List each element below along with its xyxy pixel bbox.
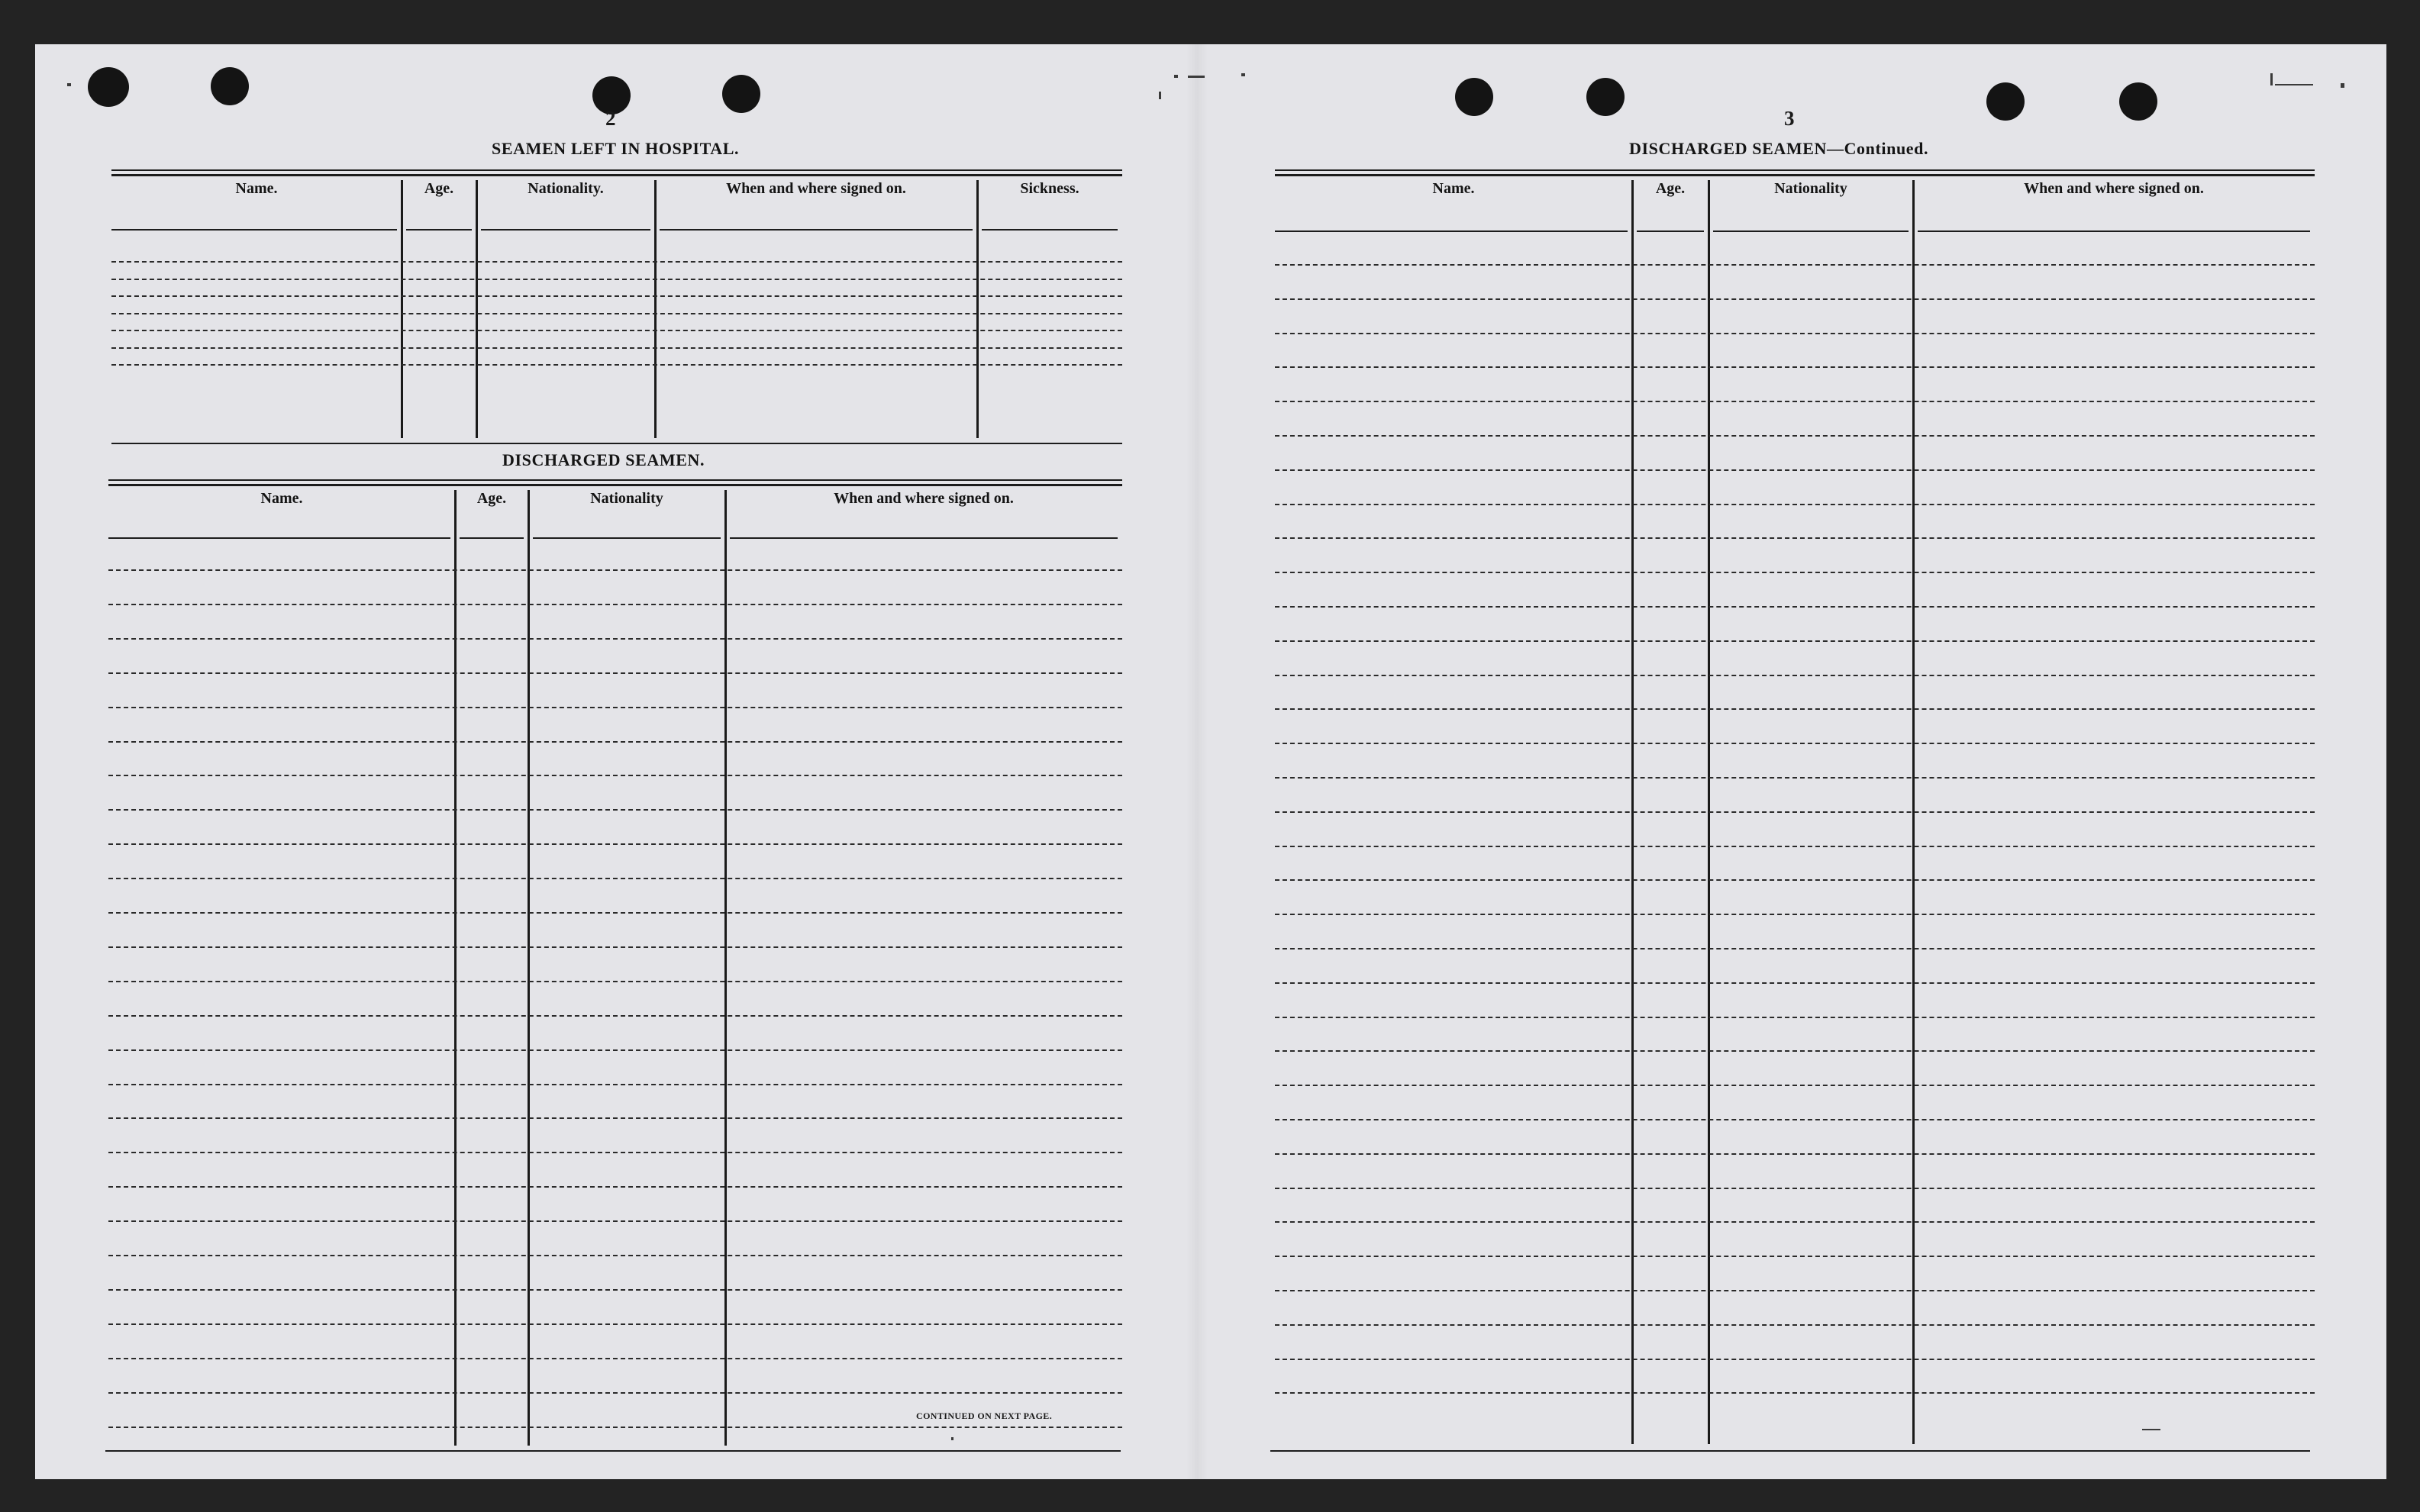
ruled-entry-line <box>108 1186 1122 1188</box>
ruled-entry-line <box>1275 1359 2315 1360</box>
ruled-entry-line <box>1275 1119 2315 1120</box>
ruled-entry-line <box>108 1358 1122 1359</box>
ruled-entry-line <box>1275 675 2315 676</box>
left-page <box>35 44 1188 1479</box>
column-header-rule <box>406 229 472 231</box>
column-header-rule <box>533 537 721 539</box>
ruled-entry-line <box>111 295 1122 297</box>
ruled-entry-line <box>1275 504 2315 505</box>
bottom-rule <box>1270 1450 2310 1452</box>
column-age <box>455 490 528 1446</box>
ruled-entry-line <box>108 775 1122 776</box>
ruled-entry-line <box>108 1255 1122 1256</box>
ruled-entry-line <box>1275 1290 2315 1291</box>
column-header-rule <box>982 229 1118 231</box>
ruled-entry-line <box>108 1323 1122 1325</box>
column-header: Nationality <box>1774 180 1847 197</box>
column-header-rule <box>481 229 650 231</box>
ruled-entry-line <box>108 1289 1122 1291</box>
double-rule <box>1275 169 2315 176</box>
column-divider <box>454 490 457 1446</box>
ruled-entry-line <box>108 638 1122 640</box>
ruled-entry-line <box>1275 1324 2315 1326</box>
ruled-entry-line <box>111 279 1122 280</box>
column-header: When and where signed on. <box>726 180 906 197</box>
bottom-rule <box>111 443 1122 444</box>
column-header: Sickness. <box>1020 180 1079 197</box>
ruled-entry-line <box>1275 1392 2315 1394</box>
ruled-entry-line <box>108 1392 1122 1394</box>
column-name <box>108 490 455 1446</box>
ruled-entry-line <box>1275 1050 2315 1052</box>
ruled-entry-line <box>1275 264 2315 266</box>
page-number: 2 <box>605 107 616 130</box>
ruled-entry-line <box>1275 333 2315 334</box>
column-header: When and where signed on. <box>834 490 1014 507</box>
ruled-entry-line <box>108 1049 1122 1051</box>
ruled-entry-line <box>1275 948 2315 949</box>
column-header-rule <box>108 537 450 539</box>
column-signed-on <box>725 490 1122 1446</box>
column-header: When and where signed on. <box>2024 180 2204 197</box>
ruled-entry-line <box>1275 1221 2315 1223</box>
ruled-entry-line <box>1275 298 2315 300</box>
ruled-entry-line <box>108 741 1122 743</box>
column-header-rule <box>460 537 524 539</box>
ruled-entry-line <box>1275 469 2315 471</box>
column-divider <box>476 180 478 438</box>
ruled-entry-line <box>108 1427 1122 1428</box>
ruled-entry-line <box>1275 1188 2315 1189</box>
ruled-entry-line <box>111 364 1122 366</box>
section-title-suffix: Continued. <box>1844 139 1929 158</box>
ruled-entry-line <box>108 809 1122 811</box>
ruled-entry-line <box>1275 435 2315 437</box>
continued-note: CONTINUED ON NEXT PAGE. <box>916 1410 1053 1421</box>
ruled-entry-line <box>108 1220 1122 1222</box>
column-header-rule <box>111 229 397 231</box>
ruled-entry-line <box>1275 1153 2315 1155</box>
ruled-entry-line <box>1275 1256 2315 1257</box>
column-divider <box>528 490 530 1446</box>
column-header: Age. <box>476 490 507 507</box>
ruled-entry-line <box>1275 606 2315 608</box>
ruled-entry-line <box>108 1084 1122 1085</box>
form-sheet <box>35 44 2386 1479</box>
ruled-entry-line <box>1275 743 2315 744</box>
ruled-entry-line <box>108 1152 1122 1153</box>
column-header-rule <box>660 229 973 231</box>
ruled-entry-line <box>108 569 1122 571</box>
ruled-entry-line <box>1275 982 2315 984</box>
section-title-main: DISCHARGED SEAMEN— <box>1629 139 1844 158</box>
column-nationality <box>476 180 655 438</box>
section-title-discharged-continued <box>1629 139 1928 159</box>
ruled-entry-line <box>1275 366 2315 368</box>
column-header-rule <box>1637 231 1704 232</box>
ruled-entry-line <box>1275 811 2315 813</box>
hospital-table <box>111 180 1122 438</box>
ruled-entry-line <box>108 707 1122 708</box>
ruled-entry-line <box>1275 537 2315 539</box>
page-number: 3 <box>1784 107 1795 130</box>
ruled-entry-line <box>1275 914 2315 915</box>
column-divider <box>976 180 979 438</box>
ruled-entry-line <box>1275 1017 2315 1018</box>
ruled-entry-line <box>1275 401 2315 402</box>
ruled-entry-line <box>111 347 1122 349</box>
column-header: Age. <box>1655 180 1686 197</box>
column-header: Nationality. <box>528 180 604 197</box>
ruled-entry-line <box>108 604 1122 605</box>
ruled-entry-line <box>1275 846 2315 847</box>
ruled-entry-line <box>108 981 1122 982</box>
column-divider <box>724 490 727 1446</box>
ruled-entry-line <box>108 946 1122 948</box>
column-signed-on <box>655 180 977 438</box>
ruled-entry-line <box>1275 1085 2315 1086</box>
column-nationality <box>528 490 725 1446</box>
double-rule <box>111 169 1122 176</box>
ruled-entry-line <box>1275 708 2315 710</box>
right-page <box>1188 44 2386 1479</box>
ruled-entry-line <box>108 1117 1122 1119</box>
column-name <box>111 180 402 438</box>
column-header-rule <box>1275 231 1628 232</box>
ruled-entry-line <box>108 878 1122 879</box>
column-divider <box>401 180 403 438</box>
ruled-entry-line <box>108 843 1122 845</box>
ruled-entry-line <box>111 313 1122 314</box>
ruled-entry-line <box>111 330 1122 331</box>
discharged-table <box>108 490 1122 1446</box>
column-header: Age. <box>424 180 454 197</box>
ruled-entry-line <box>108 912 1122 914</box>
ruled-entry-line <box>111 261 1122 263</box>
ruled-entry-line <box>1275 777 2315 779</box>
section-title-hospital: SEAMEN LEFT IN HOSPITAL. <box>492 139 740 158</box>
column-age <box>402 180 476 438</box>
ruled-entry-line <box>1275 879 2315 881</box>
ruled-entry-line <box>108 672 1122 674</box>
column-header: Nationality <box>590 490 663 507</box>
column-divider <box>654 180 657 438</box>
column-header: Name. <box>260 490 303 507</box>
column-header-rule <box>1918 231 2310 232</box>
double-rule <box>108 479 1122 486</box>
column-header-rule <box>1713 231 1909 232</box>
ruled-entry-line <box>1275 572 2315 573</box>
ruled-entry-line <box>108 1015 1122 1017</box>
discharged-table-continued <box>1275 180 2315 1444</box>
bottom-rule <box>105 1450 1121 1452</box>
column-sickness <box>977 180 1122 438</box>
column-header: Name. <box>235 180 278 197</box>
ruled-entry-line <box>1275 640 2315 642</box>
column-header-rule <box>730 537 1118 539</box>
column-header: Name. <box>1432 180 1475 197</box>
section-title-discharged: DISCHARGED SEAMEN. <box>502 450 705 469</box>
